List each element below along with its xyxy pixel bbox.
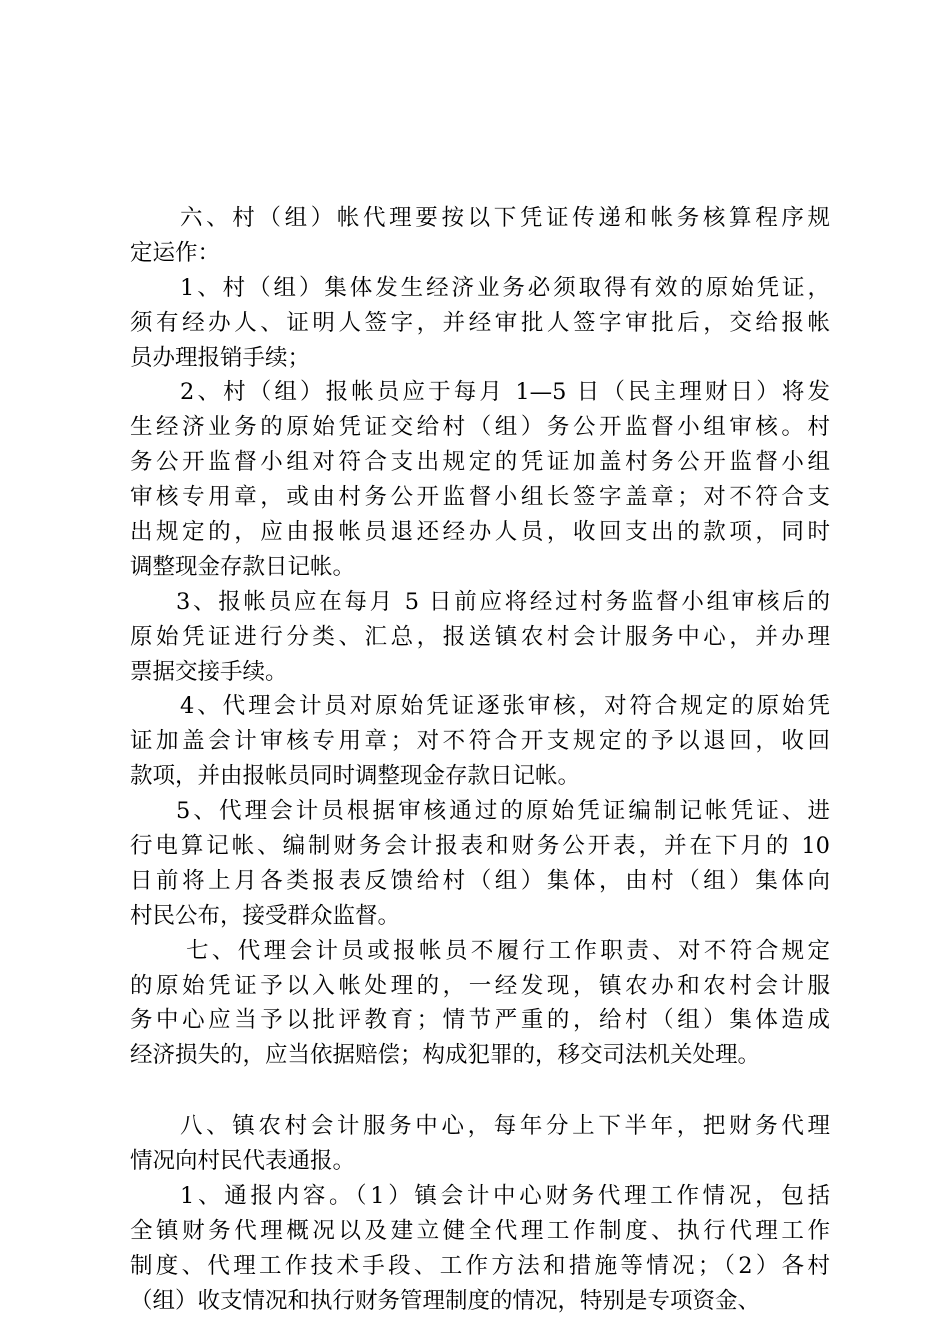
paragraph-line: 调整现金存款日记帐。 [130,553,356,580]
paragraph-line: 出规定的，应由报帐员退还经办人员，收回支出的款项，同时 [130,519,830,546]
paragraph-line: 日前将上月各类报表反馈给村（组）集体，由村（组）集体向 [130,867,830,894]
paragraph-line: 员办理报销手续； [130,344,311,371]
paragraph-line: 生经济业务的原始凭证交给村（组）务公开监督小组审核。村 [130,414,830,441]
paragraph-spacer [130,1073,830,1109]
paragraph-section-6 [130,201,830,271]
paragraph-line: 务公开监督小组对符合支出规定的凭证加盖村务公开监督小组 [130,449,830,476]
paragraph-item-6-1 [130,271,830,376]
paragraph-section-8 [130,1109,830,1179]
paragraph-line: 七、代理会计员或报帐员不履行工作职责、对不符合规定 [186,937,830,964]
paragraph-line: 经济损失的，应当依据赔偿；构成犯罪的，移交司法机关处理。 [130,1042,761,1069]
paragraph-item-6-2 [130,375,830,584]
paragraph-item-6-3 [130,585,830,690]
paragraph-line: 2、村（组）报帐员应于每月 1—5 日（民主理财日）将发 [180,379,830,406]
paragraph-line: 1、通报内容。（1）镇会计中心财务代理工作情况，包括 [180,1183,830,1210]
paragraph-line: 票据交接手续。 [130,658,288,685]
paragraph-line: 行电算记帐、编制财务会计报表和财务公开表，并在下月的 10 [130,833,830,860]
paragraph-item-6-5 [130,794,830,934]
paragraph-line: （组）收支情况和执行财务管理制度的情况，特别是专项资金、 [130,1287,761,1314]
paragraph-line: 的原始凭证予以入帐处理的，一经发现，镇农办和农村会计服 [130,972,830,999]
paragraph-line: 5、代理会计员根据审核通过的原始凭证编制记帐凭证、进 [176,798,830,825]
document-body [130,201,830,1319]
paragraph-item-8-1 [130,1179,830,1319]
paragraph-section-7 [130,934,830,1074]
paragraph-line: 制度、代理工作技术手段、工作方法和措施等情况；（2）各村 [130,1252,830,1279]
paragraph-line: 3、报帐员应在每月 5 日前应将经过村务监督小组审核后的 [176,588,830,615]
paragraph-line: 款项，并由报帐员同时调整现金存款日记帐。 [130,763,581,790]
paragraph-line: 情况向村民代表通报。 [130,1148,356,1175]
paragraph-line: 务中心应当予以批评教育；情节严重的，给村（组）集体造成 [130,1007,830,1034]
paragraph-line: 审核专用章，或由村务公开监督小组长签字盖章；对不符合支 [130,484,830,511]
paragraph-item-6-4 [130,689,830,794]
paragraph-line: 六、村（组）帐代理要按以下凭证传递和帐务核算程序规 [180,205,830,231]
paragraph-line: 全镇财务代理概况以及建立健全代理工作制度、执行代理工作 [130,1217,830,1244]
paragraph-line: 村民公布，接受群众监督。 [130,902,401,929]
paragraph-line: 1、村（组）集体发生经济业务必须取得有效的原始凭证， [180,274,830,301]
paragraph-line: 须有经办人、证明人签字，并经审批人签字审批后，交给报帐 [130,309,830,336]
paragraph-line: 原始凭证进行分类、汇总，报送镇农村会计服务中心，并办理 [130,623,830,650]
paragraph-line: 4、代理会计员对原始凭证逐张审核，对符合规定的原始凭 [180,693,830,720]
paragraph-line: 八、镇农村会计服务中心，每年分上下半年，把财务代理 [180,1113,830,1140]
paragraph-line: 证加盖会计审核专用章；对不符合开支规定的予以退回，收回 [130,728,830,755]
paragraph-line: 定运作： [130,239,221,266]
